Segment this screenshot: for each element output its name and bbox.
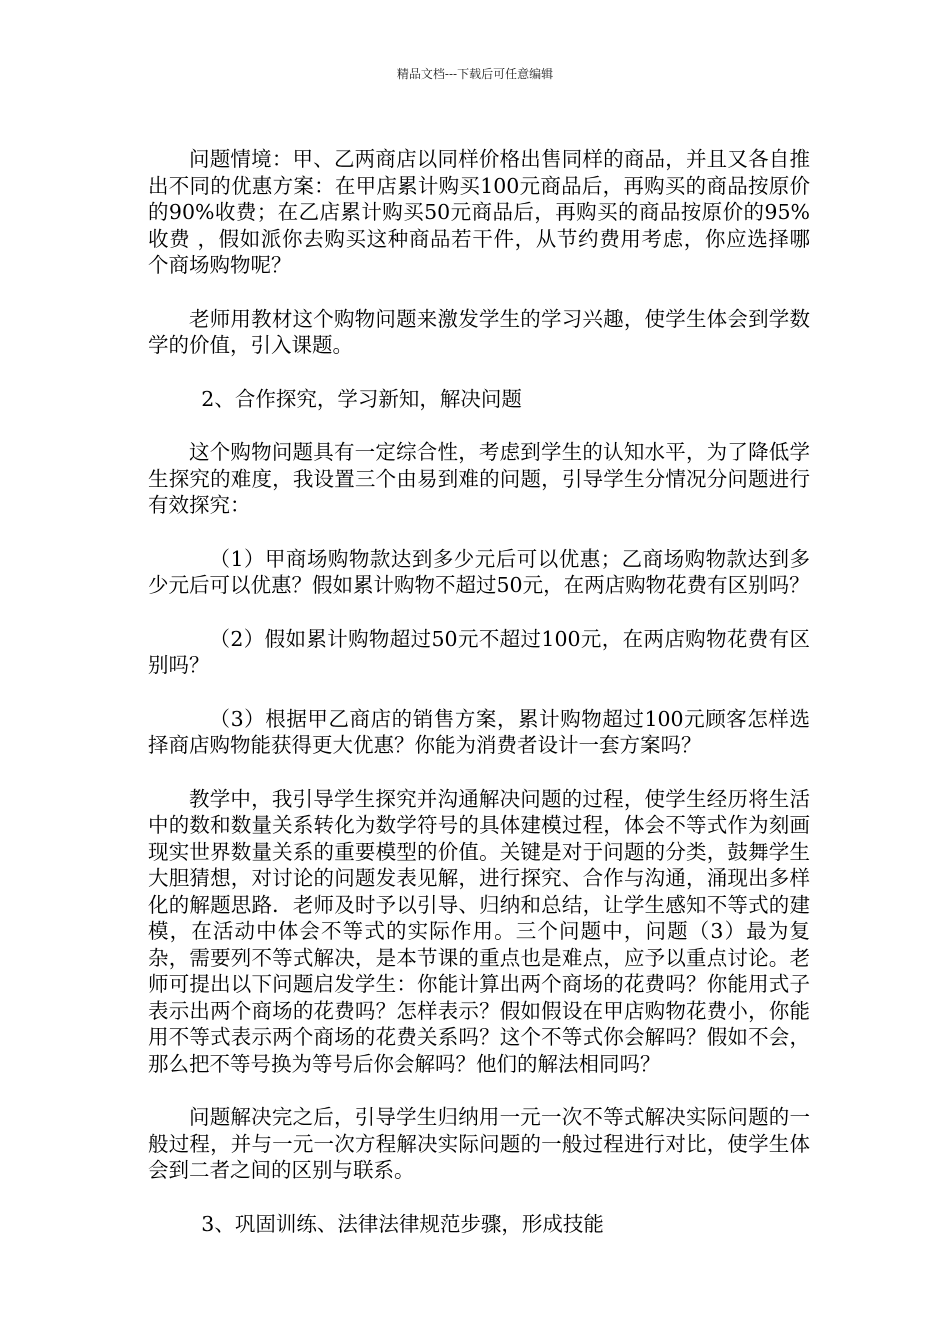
paragraph-teacher-intro: 老师用教材这个购物问题来激发学生的学习兴趣，使学生体会到学数学的价值，引入课题。 [148,306,810,357]
paragraph-explore-intro: 这个购物问题具有一定综合性，考虑到学生的认知水平，为了降低学生探究的难度，我设置三个由易到难的问题，引导学生分情况分问题进行有效探究： [148,440,810,517]
question-item-2: （2）假如累计购物超过50元不超过100元，在两店购物花费有区别吗？ [148,626,810,677]
question-item-1: （1）甲商场购物款达到多少元后可以优惠；乙商场购物款达到多少元后可以优惠？假如累计购物不超过50元，在两店购物花费有区别吗？ [148,546,810,597]
section-heading-2: 2、合作探究，学习新知，解决问题 [201,386,522,411]
paragraph-teaching-process: 教学中，我引导学生探究并沟通解决问题的过程，使学生经历将生活中的数和数量关系转化为数学符号的具体建模过程，体会不等式作为刻画现实世界数量关系的重要模型的价值。关键是对于问题的分类，鼓舞学生大胆猜想，对讨论的问题发表见解，进行探究、合作与沟通，涌现出多样化的解题思路．老师及时予以引导、归纳和总结，让学生感知不等式的建模，在活动中体会不等式的实际作用。三个问题中，问题（3）最为复杂，需要列不等式解决，是本节课的重点也是难点，应予以重点讨论。老师可提出以下问题启发学生：你能计算出两个商场的花费吗？你能用式子表示出两个商场的花费吗？怎样表示？假如假设在甲店购物花费小，你能用不等式表示两个商场的花费关系吗？这个不等式你会解吗？假如不会，那么把不等号换为等号后你会解吗？他们的解法相同吗？ [148,786,810,1076]
document-body [148,146,810,1264]
section-heading-3: 3、巩固训练、法律法律规范步骤，形成技能 [201,1211,604,1236]
paragraph-summary: 问题解决完之后，引导学生归纳用一元一次不等式解决实际问题的一般过程，并与一元一次方程解决实际问题的一般过程进行对比，使学生体会到二者之间的区别与联系。 [148,1105,810,1182]
page-header: 精品文档---下载后可任意编辑 [396,67,554,81]
paragraph-problem-scenario: 问题情境：甲、乙两商店以同样价格出售同样的商品，并且又各自推出不同的优惠方案：在甲店累计购买100元商品后，再购买的商品按原价的90%收费；在乙店累计购买50元商品后，再购买的商品按原价的95%收费 ，假如派你去购买这种商品若干件，从节约费用考虑，你应选择哪个商场购物呢？ [148,147,810,277]
question-item-3: （3）根据甲乙商店的销售方案，累计购物超过100元顾客怎样选择商店购物能获得更大优惠？你能为消费者设计一套方案吗？ [148,706,810,757]
